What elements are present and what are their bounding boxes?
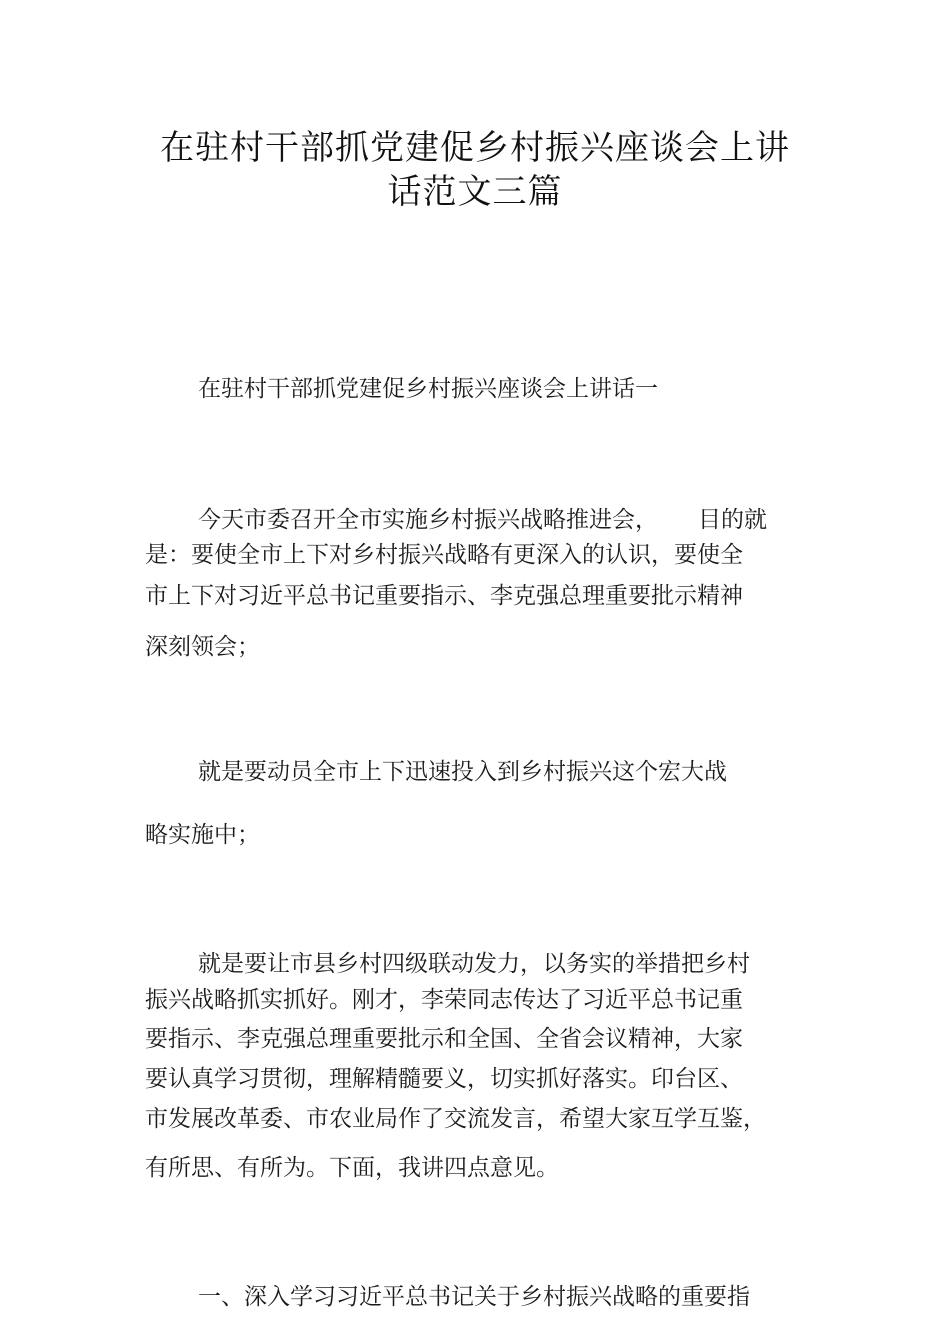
paragraph-1-line-1b: 目的就: [698, 507, 767, 533]
paragraph-4-line-1: 一、深入学习习近平总书记关于乡村振兴战略的重要指: [198, 1284, 750, 1310]
document-title: [0, 126, 950, 214]
paragraph-3-line-4: 要认真学习贯彻，理解精髓要义，切实抓好落实。印台区、: [145, 1066, 743, 1092]
paragraph-3-line-6: 有所思、有所为。下面，我讲四点意见。: [145, 1155, 559, 1181]
paragraph-1-line-1: [198, 505, 858, 535]
paragraph-1-line-1a: 今天市委召开全市实施乡村振兴战略推进会，: [198, 507, 658, 533]
paragraph-1-line-3: 市上下对习近平总书记重要指示、李克强总理重要批示精神: [145, 583, 743, 609]
title-line-1: 在驻村干部抓党建促乡村振兴座谈会上讲: [160, 128, 790, 168]
paragraph-2-line-1: 就是要动员全市上下迅速投入到乡村振兴这个宏大战: [198, 759, 727, 785]
paragraph-3-line-3: 要指示、李克强总理重要批示和全国、全省会议精神，大家: [145, 1026, 743, 1052]
paragraph-3-line-2: 振兴战略抓实抓好。刚才，李荣同志传达了习近平总书记重: [145, 987, 743, 1013]
section-subtitle: 在驻村干部抓党建促乡村振兴座谈会上讲话一: [198, 376, 658, 402]
paragraph-1-line-2: 是：要使全市上下对乡村振兴战略有更深入的认识，要使全: [145, 542, 743, 568]
paragraph-3-line-1: 就是要让市县乡村四级联动发力，以务实的举措把乡村: [198, 951, 750, 977]
paragraph-2-line-2: 略实施中；: [145, 822, 260, 848]
paragraph-3-line-5: 市发展改革委、市农业局作了交流发言，希望大家互学互鉴，: [145, 1106, 766, 1132]
title-line-2: 话范文三篇: [387, 172, 563, 212]
paragraph-1-line-4: 深刻领会；: [145, 634, 260, 660]
